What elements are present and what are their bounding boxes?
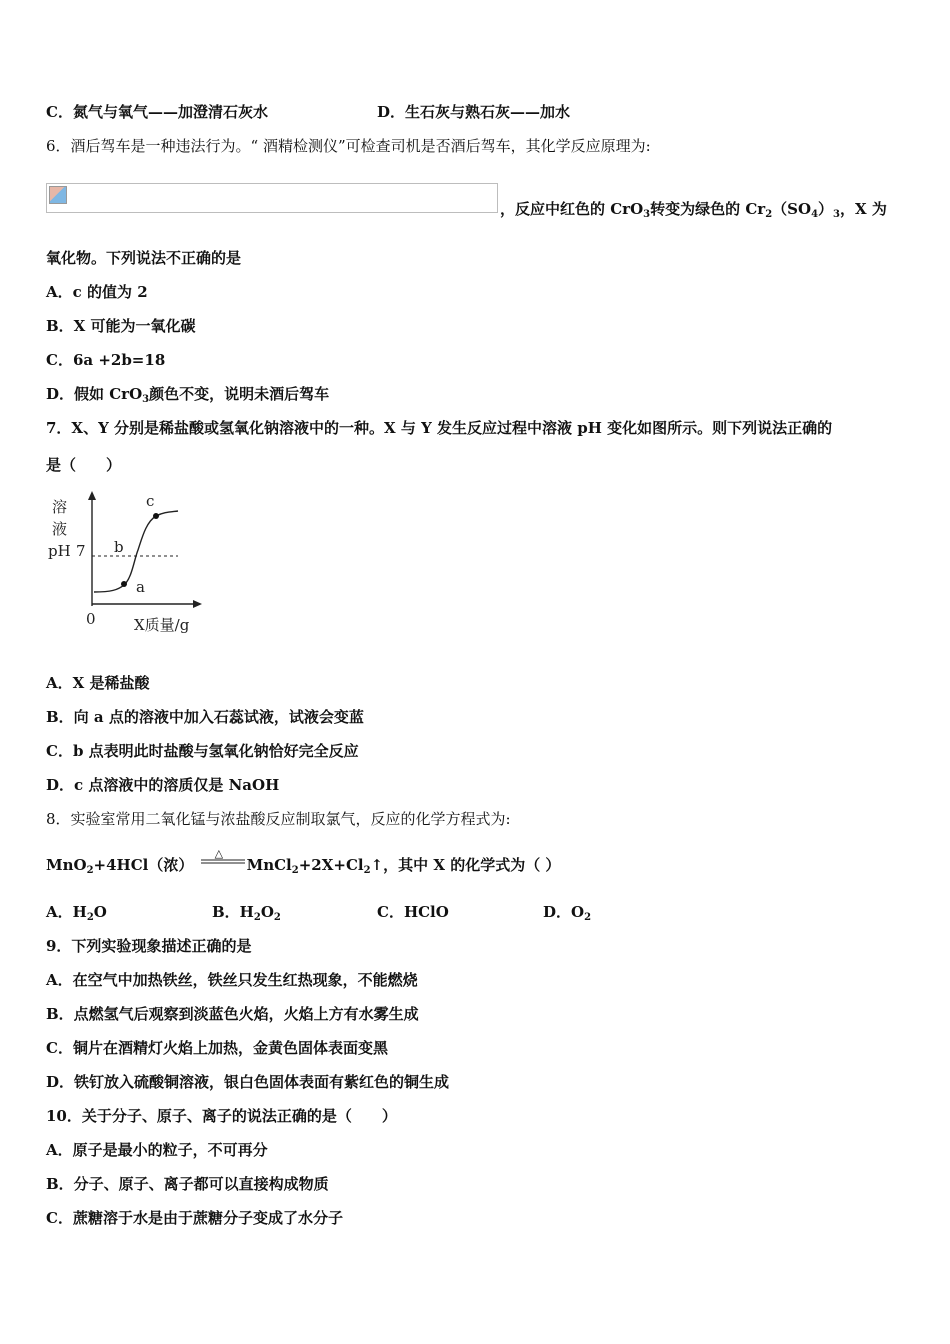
option-8d: D．$O_2$ — [543, 903, 592, 923]
option-6c: C．6a +2b=18 — [46, 351, 166, 369]
option-7c: C．b 点表明此时盐酸与氢氧化钠恰好完全反应 — [46, 742, 359, 760]
question-10: 10．关于分子、原子、离子的说法正确的是（ ） — [46, 1107, 397, 1125]
graph-ylabel-2: 液 — [52, 520, 68, 538]
question-8-equation: MnO$_2$+4HCl（浓） △ $MnCl_2+2X+Cl_2↑$，其中 X 的化学式为（ ） — [46, 855, 560, 876]
option-10c: C．蔗糖溶于水是由于蔗糖分子变成了水分子 — [46, 1209, 343, 1227]
option-5d: D．生石灰与熟石灰——加水 — [377, 103, 571, 121]
heat-symbol-text: △ — [214, 847, 224, 860]
option-6d: D．假如 CrO$_3$颜色不变，说明未酒后驾车 — [46, 385, 330, 405]
graph-x-arrow — [193, 600, 202, 608]
option-9d: D．铁钉放入硫酸铜溶液，银白色固体表面有紫红色的铜生成 — [46, 1073, 450, 1091]
graph-xlabel: X质量/g — [134, 616, 190, 634]
option-6b: B．X 可能为一氧化碳 — [46, 317, 196, 335]
graph-y-arrow — [88, 491, 96, 500]
graph-point-a — [121, 581, 127, 587]
option-7b: B．向 a 点的溶液中加入石蕊试液，试液会变蓝 — [46, 708, 364, 726]
question-7-line-2: 是（ ） — [46, 456, 122, 474]
option-10b: B．分子、原子、离子都可以直接构成物质 — [46, 1175, 329, 1193]
option-9c: C．铜片在酒精灯火焰上加热，金黄色固体表面变黑 — [46, 1039, 388, 1057]
option-7a: A．X 是稀盐酸 — [46, 674, 150, 692]
graph-y-tick-7: 7 — [76, 542, 86, 560]
equation-image-placeholder — [46, 183, 498, 213]
graph-origin: 0 — [86, 610, 96, 628]
graph-ylabel-1: 溶 — [52, 498, 68, 516]
question-6: 6．酒后驾车是一种违法行为。“ 酒精检测仪”可检查司机是否酒后驾车，其化学反应原理为: — [46, 137, 651, 155]
question-6-line-2: 氧化物。下列说法不正确的是 — [46, 249, 242, 267]
question-9: 9．下列实验现象描述正确的是 — [46, 937, 252, 955]
graph-label-c: c — [146, 492, 155, 510]
option-7d: D．c 点溶液中的溶质仅是 NaOH — [46, 776, 280, 794]
option-9b: B．点燃氢气后观察到淡蓝色火焰，火焰上方有水雾生成 — [46, 1005, 419, 1023]
broken-image-icon — [49, 186, 67, 204]
graph-label-a: a — [136, 578, 145, 596]
ph-graph — [46, 490, 216, 640]
graph-ylabel-3: pH — [48, 542, 71, 560]
option-8b: B．$H_2O_2$ — [212, 903, 281, 923]
option-8a: A．$H_2O$ — [46, 903, 107, 923]
option-8c: C．HClO — [377, 903, 449, 921]
option-10a: A．原子是最小的粒子，不可再分 — [46, 1141, 268, 1159]
option-6a: A．c 的值为 2 — [46, 283, 148, 301]
graph-label-b: b — [114, 538, 124, 556]
option-9a: A．在空气中加热铁丝，铁丝只发生红热现象，不能燃烧 — [46, 971, 418, 989]
question-8: 8．实验室常用二氧化锰与浓盐酸反应制取氯气，反应的化学方程式为: — [46, 810, 511, 828]
reaction-heat-arrow — [199, 847, 247, 876]
question-6-continued: ，反应中红色的 CrO$_3$转变为绿色的 $Cr_2(SO_4)_3$，X 为 — [500, 200, 887, 220]
graph-point-c — [153, 513, 159, 519]
option-5c: C．氮气与氧气——加澄清石灰水 — [46, 103, 268, 121]
question-7: 7．X、Y 分别是稀盐酸或氢氧化钠溶液中的一种。X 与 Y 发生反应过程中溶液 pH 变化如图所示。则下列说法正确的 — [46, 419, 833, 437]
